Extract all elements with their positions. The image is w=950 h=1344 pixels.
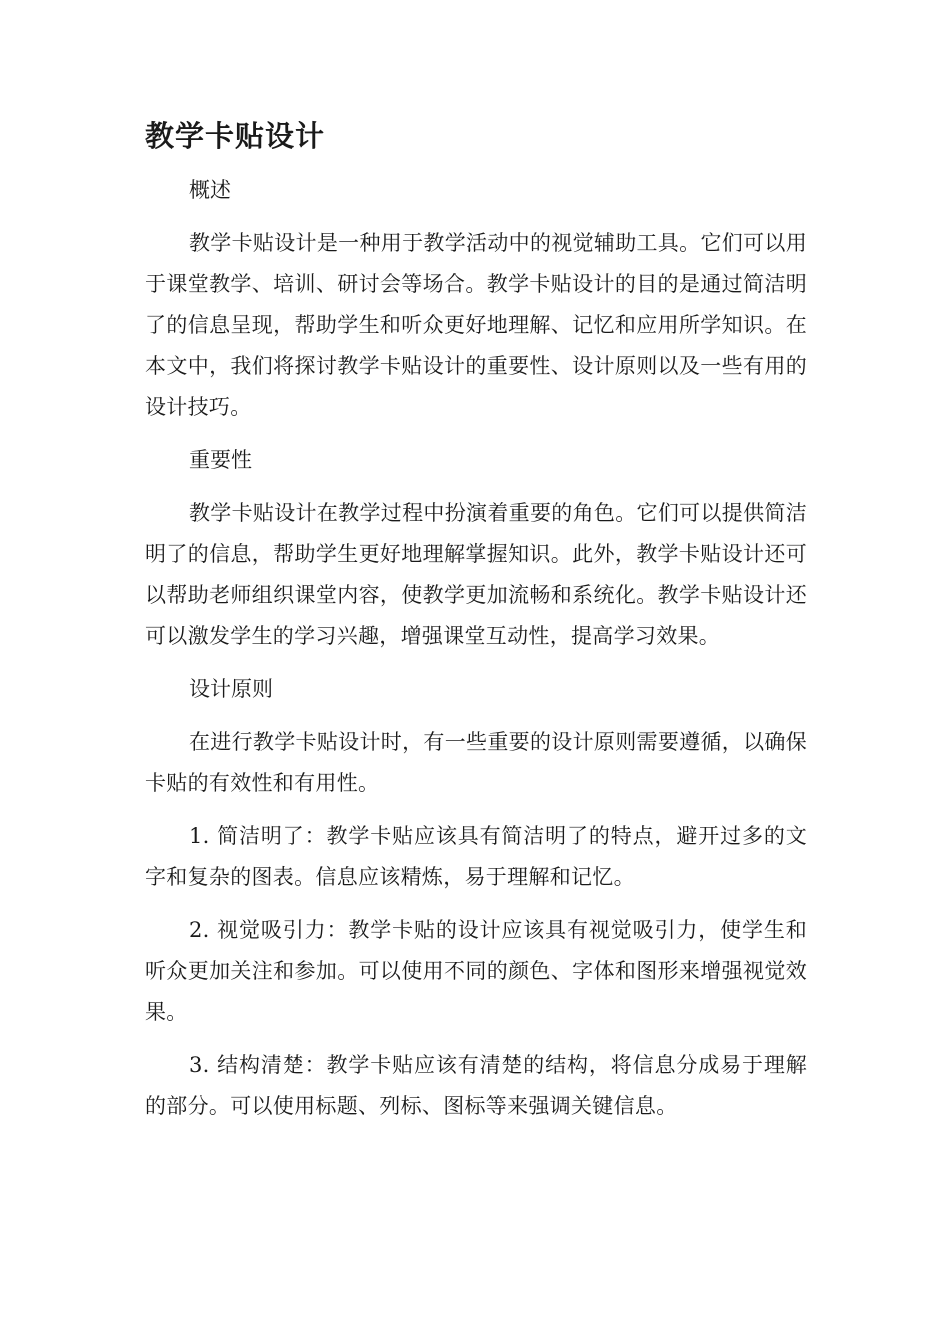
section-heading-principles: 设计原则: [189, 677, 273, 701]
document-body: [145, 112, 807, 1139]
principles-intro-paragraph: 在进行教学卡贴设计时，有一些重要的设计原则需要遵循，以确保卡贴的有效性和有用性。: [145, 730, 807, 795]
section-heading-importance: 重要性: [189, 448, 252, 472]
principle-item-3: 3. 结构清楚：教学卡贴应该有清楚的结构，将信息分成易于理解的部分。可以使用标题、列标、图标等来强调关键信息。: [145, 1053, 807, 1118]
document-title: 教学卡贴设计: [145, 119, 326, 153]
importance-paragraph: 教学卡贴设计在教学过程中扮演着重要的角色。它们可以提供简洁明了的信息，帮助学生更好地理解掌握知识。此外，教学卡贴设计还可以帮助老师组织课堂内容，使教学更加流畅和系统化。教学卡贴设计还可以激发学生的学习兴趣，增强课堂互动性，提高学习效果。: [145, 501, 807, 648]
principle-item-2: 2. 视觉吸引力：教学卡贴的设计应该具有视觉吸引力，使学生和听众更加关注和参加。可以使用不同的颜色、字体和图形来增强视觉效果。: [145, 918, 807, 1024]
principle-item-1: 1. 简洁明了：教学卡贴应该具有简洁明了的特点，避开过多的文字和复杂的图表。信息应该精炼，易于理解和记忆。: [145, 824, 807, 889]
section-heading-overview: 概述: [189, 178, 231, 202]
overview-paragraph: 教学卡贴设计是一种用于教学活动中的视觉辅助工具。它们可以用于课堂教学、培训、研讨会等场合。教学卡贴设计的目的是通过简洁明了的信息呈现，帮助学生和听众更好地理解、记忆和应用所学知识。在本文中，我们将探讨教学卡贴设计的重要性、设计原则以及一些有用的设计技巧。: [145, 231, 807, 419]
